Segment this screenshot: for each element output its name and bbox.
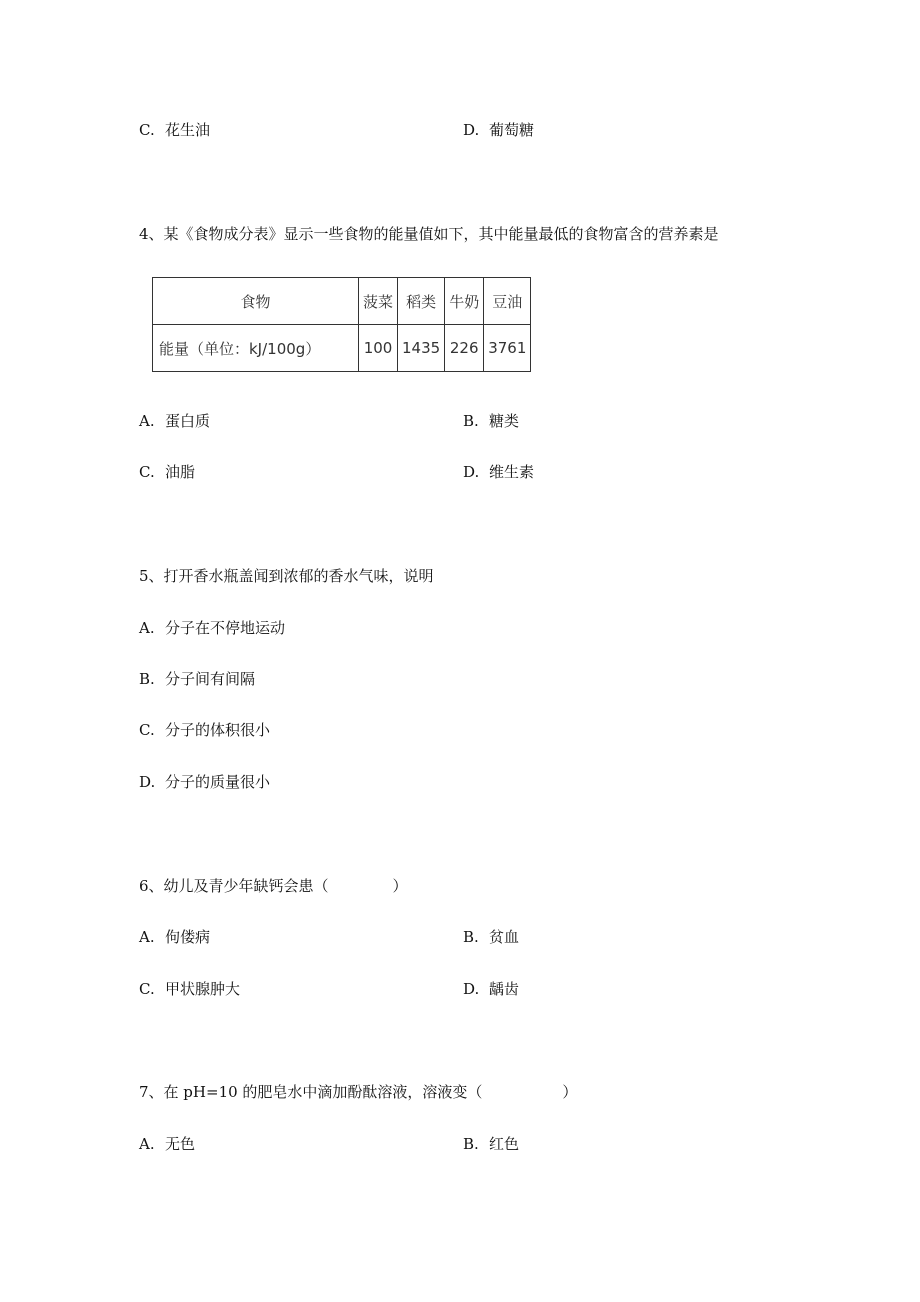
q5-option-a xyxy=(139,618,285,638)
option-text: 分子的体积很小 xyxy=(165,721,271,739)
q3-option-c xyxy=(139,120,210,140)
option-text: 红色 xyxy=(489,1135,520,1153)
option-letter: C. xyxy=(139,980,155,998)
option-text: 分子在不停地运动 xyxy=(165,619,286,637)
option-text: 甲状腺肿大 xyxy=(165,980,241,998)
question-text: 6、幼儿及青少年缺钙会患（ xyxy=(139,877,329,895)
option-text: 葡萄糖 xyxy=(489,121,535,139)
table-header-cell: 菠菜 xyxy=(359,278,398,325)
option-letter: D. xyxy=(463,121,480,139)
option-letter: B. xyxy=(463,928,479,946)
q6-option-c xyxy=(139,979,240,999)
option-text: 分子的质量很小 xyxy=(165,773,271,791)
q4-option-c xyxy=(139,462,195,482)
question-paren: ） xyxy=(392,877,408,895)
q5-option-c xyxy=(139,720,270,740)
q5-option-d xyxy=(139,772,270,792)
option-letter: C. xyxy=(139,121,155,139)
q7-option-b xyxy=(463,1134,519,1154)
option-letter: C. xyxy=(139,721,155,739)
q5-option-b xyxy=(139,669,255,689)
food-energy-table xyxy=(152,277,531,372)
q6-option-a xyxy=(139,927,210,947)
table-header-cell: 食物 xyxy=(153,278,359,325)
option-letter: C. xyxy=(139,463,155,481)
table-row xyxy=(153,325,531,372)
option-letter: B. xyxy=(463,1135,479,1153)
q6-option-d xyxy=(463,979,519,999)
option-letter: A. xyxy=(139,412,155,430)
option-text: 油脂 xyxy=(165,463,196,481)
option-text: 糖类 xyxy=(489,412,520,430)
q7-option-a xyxy=(139,1134,195,1154)
option-text: 蛋白质 xyxy=(165,412,211,430)
option-letter: A. xyxy=(139,619,155,637)
table-cell: 1435 xyxy=(398,325,445,372)
table-header-cell: 豆油 xyxy=(484,278,531,325)
question-text: 7、在 pH=10 的肥皂水中滴加酚酞溶液，溶液变（ xyxy=(139,1083,483,1101)
table-header-cell: 稻类 xyxy=(398,278,445,325)
option-letter: B. xyxy=(463,412,479,430)
q7-question xyxy=(139,1082,577,1102)
q3-option-d xyxy=(463,120,534,140)
table-header-row xyxy=(153,278,531,325)
table-cell: 100 xyxy=(359,325,398,372)
table-cell: 226 xyxy=(445,325,484,372)
option-letter: A. xyxy=(139,1135,155,1153)
option-text: 分子间有间隔 xyxy=(165,670,256,688)
option-letter: D. xyxy=(139,773,156,791)
option-letter: D. xyxy=(463,463,480,481)
q4-option-b xyxy=(463,411,519,431)
q5-question: 5、打开香水瓶盖闻到浓郁的香水气味，说明 xyxy=(139,567,434,585)
option-text: 贫血 xyxy=(489,928,520,946)
option-text: 佝偻病 xyxy=(165,928,211,946)
q4-option-a xyxy=(139,411,210,431)
q4-option-d xyxy=(463,462,534,482)
option-text: 无色 xyxy=(165,1135,196,1153)
q6-option-b xyxy=(463,927,519,947)
question-paren: ） xyxy=(562,1083,578,1101)
table-row-label: 能量（单位：kJ/100g） xyxy=(153,325,359,372)
option-text: 龋齿 xyxy=(489,980,520,998)
option-letter: D. xyxy=(463,980,480,998)
option-text: 花生油 xyxy=(165,121,211,139)
table-cell: 3761 xyxy=(484,325,531,372)
q4-question: 4、某《食物成分表》显示一些食物的能量值如下，其中能量最低的食物富含的营养素是 xyxy=(139,225,719,243)
table-header-cell: 牛奶 xyxy=(445,278,484,325)
option-text: 维生素 xyxy=(489,463,535,481)
q6-question xyxy=(139,876,408,896)
option-letter: A. xyxy=(139,928,155,946)
option-letter: B. xyxy=(139,670,155,688)
